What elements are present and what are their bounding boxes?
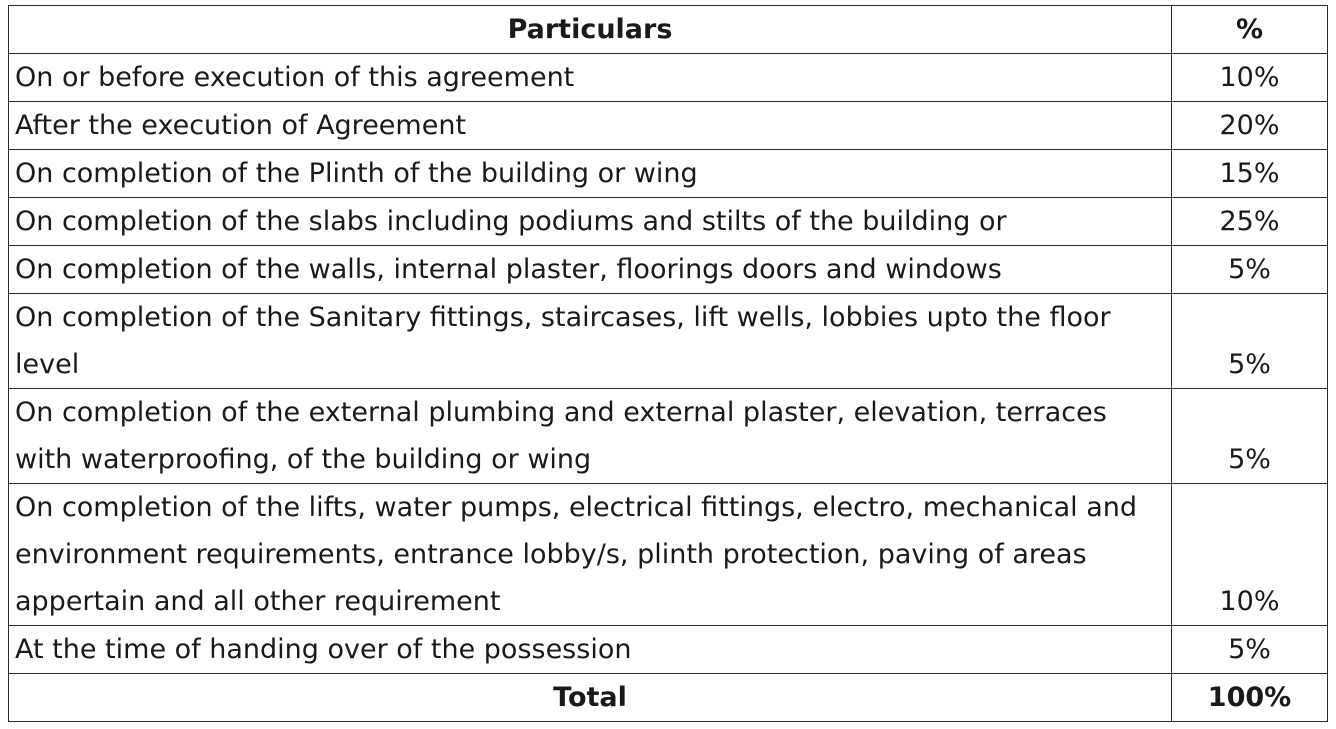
row-particulars: On completion of the walls, internal plaster, floorings doors and windows bbox=[9, 246, 1172, 294]
table-row bbox=[9, 389, 1328, 484]
table-row bbox=[9, 246, 1328, 294]
total-label: Total bbox=[9, 674, 1172, 722]
table-row bbox=[9, 198, 1328, 246]
row-particulars: On completion of the external plumbing and external plaster, elevation, terraces with waterproofing, of the building or wing bbox=[9, 389, 1172, 484]
row-percent: 5% bbox=[1172, 389, 1328, 484]
row-percent: 10% bbox=[1172, 484, 1328, 626]
row-particulars: On completion of the Plinth of the building or wing bbox=[9, 150, 1172, 198]
row-percent: 5% bbox=[1172, 294, 1328, 389]
table-row bbox=[9, 54, 1328, 102]
header-particulars: Particulars bbox=[9, 6, 1172, 54]
row-percent: 10% bbox=[1172, 54, 1328, 102]
table-row bbox=[9, 150, 1328, 198]
total-percent: 100% bbox=[1172, 674, 1328, 722]
row-particulars: On completion of the lifts, water pumps, electrical fittings, electro, mechanical and environment requirements, entrance lobby/s, plinth protection, paving of areas appertain and all other requirement bbox=[9, 484, 1172, 626]
row-percent: 15% bbox=[1172, 150, 1328, 198]
payment-schedule-table bbox=[8, 5, 1328, 722]
row-particulars: On completion of the Sanitary fittings, staircases, lift wells, lobbies upto the floor level bbox=[9, 294, 1172, 389]
table-header-row bbox=[9, 6, 1328, 54]
table-row bbox=[9, 102, 1328, 150]
row-percent: 25% bbox=[1172, 198, 1328, 246]
row-particulars: On completion of the slabs including podiums and stilts of the building or bbox=[9, 198, 1172, 246]
table-row bbox=[9, 484, 1328, 626]
row-percent: 5% bbox=[1172, 626, 1328, 674]
table-row bbox=[9, 626, 1328, 674]
table-row bbox=[9, 294, 1328, 389]
row-particulars: After the execution of Agreement bbox=[9, 102, 1172, 150]
row-particulars: On or before execution of this agreement bbox=[9, 54, 1172, 102]
row-percent: 5% bbox=[1172, 246, 1328, 294]
row-percent: 20% bbox=[1172, 102, 1328, 150]
row-particulars: At the time of handing over of the possession bbox=[9, 626, 1172, 674]
total-row bbox=[9, 674, 1328, 722]
header-percent: % bbox=[1172, 6, 1328, 54]
